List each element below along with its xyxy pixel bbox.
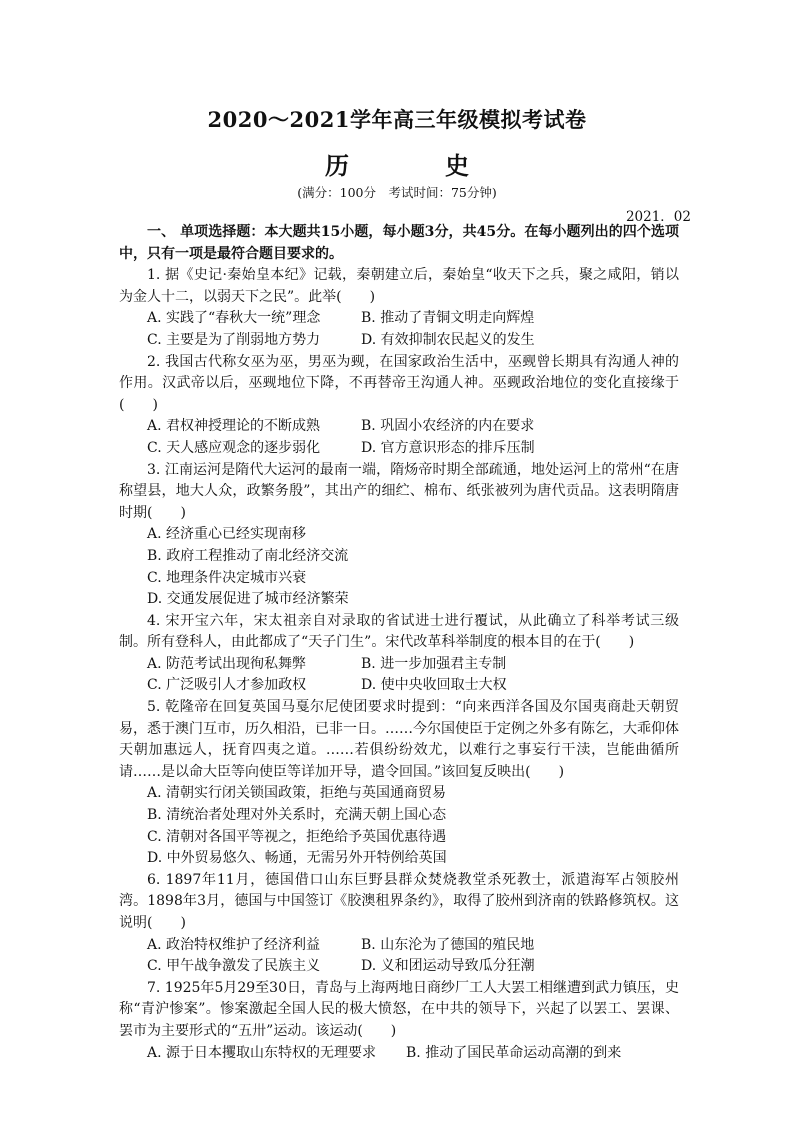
subject-title xyxy=(0,146,794,181)
question-3-option-c: C. 地理条件决定城市兴衰 xyxy=(147,569,307,586)
question-6-options-row-1 xyxy=(119,935,679,957)
question-6-stem: 6. 1897年11月，德国借口山东巨野县群众焚烧教堂杀死教士，派遣海军占领胶州湾。1898年3月，德国与中国签订《胶澳租界条约》，取得了胶州到济南的铁路修筑权。这说明( ) xyxy=(119,871,679,931)
question-4-options-row-1 xyxy=(119,654,679,676)
exam-meta: (满分：100分 考试时间：75分钟) xyxy=(297,185,497,200)
question-3-option-d: D. 交通发展促进了城市经济繁荣 xyxy=(147,591,349,608)
exam-date: 2021．02 xyxy=(625,209,691,225)
question-7-options-row-1 xyxy=(119,1043,679,1065)
question-2-stem: 2. 我国古代称女巫为巫，男巫为觋，在国家政治生活中，巫觋曾长期具有沟通人神的作用。汉武帝以后，巫觋地位下降，不再替帝王沟通人神。巫觋政治地位的变化直接缘于( ) xyxy=(119,353,679,413)
question-2-option-c: C. 天人感应观念的逐步弱化 xyxy=(147,439,321,456)
question-3-stem: 3. 江南运河是隋代大运河的最南一端，隋炀帝时期全部疏通，地处运河上的常州“在唐称望县，地大人众，政繁务殷”，其出产的细纻、棉布、纸张被列为唐代贡品。这表明隋唐时期( ) xyxy=(119,461,679,521)
question-1-option-a: A. 实践了“春秋大一统”理念 xyxy=(147,310,321,327)
question-4-options-row-2 xyxy=(119,675,679,697)
question-1-options-row-2 xyxy=(119,330,679,352)
question-2-option-b: B. 巩固小农经济的内在要求 xyxy=(361,418,535,435)
page-title: 2020～2021学年高三年级模拟考试卷 xyxy=(207,107,587,132)
question-7-stem: 7. 1925年5月29至30日，青岛与上海两地日商纱厂工人大罢工相继遭到武力镇压，史称“青沪惨案”。惨案激起全国人民的极大愤怒，在中共的领导下，兴起了以罢工、罢课、罢市为主要形式的“五卅”运动。该运动( ) xyxy=(119,979,679,1039)
question-4-option-b: B. 进一步加强君主专制 xyxy=(361,655,507,672)
question-4-option-a: A. 防范考试出现徇私舞弊 xyxy=(147,655,307,672)
question-3-option-b: B. 政府工程推动了南北经济交流 xyxy=(147,547,349,564)
question-1-options-row-1 xyxy=(119,308,679,330)
question-2-option-d: D. 官方意识形态的排斥压制 xyxy=(361,439,535,456)
question-1-option-d: D. 有效抑制农民起义的发生 xyxy=(361,331,535,348)
question-5-stem: 5. 乾隆帝在回复英国马戛尔尼使团要求时提到：“向来西洋各国及尔国夷商赴天朝贸易，悉于澳门互市，历久相沿，已非一日。……今尔国使臣于定例之外多有陈乞，大乖仰体天朝加惠远人，抚育四夷之道。……若俱纷纷效尤，以难行之事妄行干渎，岂能曲循所请……是以命大臣等向使臣等详加开导，遣令回国。”该回复反映出( ) xyxy=(119,699,679,780)
question-7-option-b: B. 推动了国民革命运动高潮的到来 xyxy=(406,1044,622,1061)
question-6-option-a: A. 政治特权维护了经济利益 xyxy=(147,936,321,953)
question-6-options-row-2 xyxy=(119,956,679,978)
question-5-option-d: D. 中外贸易悠久、畅通，无需另外开特例给英国 xyxy=(147,850,447,867)
question-7-option-a: A. 源于日本攫取山东特权的无理要求 xyxy=(147,1044,377,1061)
question-6-option-d: D. 义和团运动导致瓜分狂潮 xyxy=(361,958,535,975)
question-1-option-c: C. 主要是为了削弱地方势力 xyxy=(147,331,321,348)
question-2-options-row-2 xyxy=(119,438,679,460)
question-6-option-b: B. 山东沦为了德国的殖民地 xyxy=(361,936,535,953)
subject-text: 历 史 xyxy=(325,151,505,180)
question-6-option-c: C. 甲午战争激发了民族主义 xyxy=(147,958,321,975)
question-5-option-a: A. 清朝实行闭关锁国政策，拒绝与英国通商贸易 xyxy=(147,785,447,802)
question-4-option-d: D. 使中央收回取士大权 xyxy=(361,677,507,694)
question-1-stem: 1. 据《史记·秦始皇本纪》记载，秦朝建立后，秦始皇“收天下之兵，聚之咸阳，销以为金人十二，以弱天下之民”。此举( ) xyxy=(119,267,679,305)
question-1-option-b: B. 推动了青铜文明走向辉煌 xyxy=(361,310,535,327)
question-2-option-a: A. 君权神授理论的不断成熟 xyxy=(147,418,321,435)
section-instructions: 一、 单项选择题：本大题共15小题，每小题3分，共45分。在每小题列出的四个选项中，只有一项是最符合题目要求的。 xyxy=(119,224,679,262)
question-3-option-a: A. 经济重心已经实现南移 xyxy=(147,526,307,543)
question-2-options-row-1 xyxy=(119,416,679,438)
question-4-stem: 4. 宋开宝六年，宋太祖亲自对录取的省试进士进行覆试，从此确立了科举考试三级制。所有登科人，由此都成了“天子门生”。宋代改革科举制度的根本目的在于( ) xyxy=(119,612,679,651)
question-5-option-b: B. 清统治者处理对外关系时，充满天朝上国心态 xyxy=(147,807,447,824)
question-4-option-c: C. 广泛吸引人才参加政权 xyxy=(147,677,307,694)
question-5-option-c: C. 清朝对各国平等视之，拒绝给予英国优惠待遇 xyxy=(147,828,447,845)
exam-body xyxy=(119,222,679,1064)
